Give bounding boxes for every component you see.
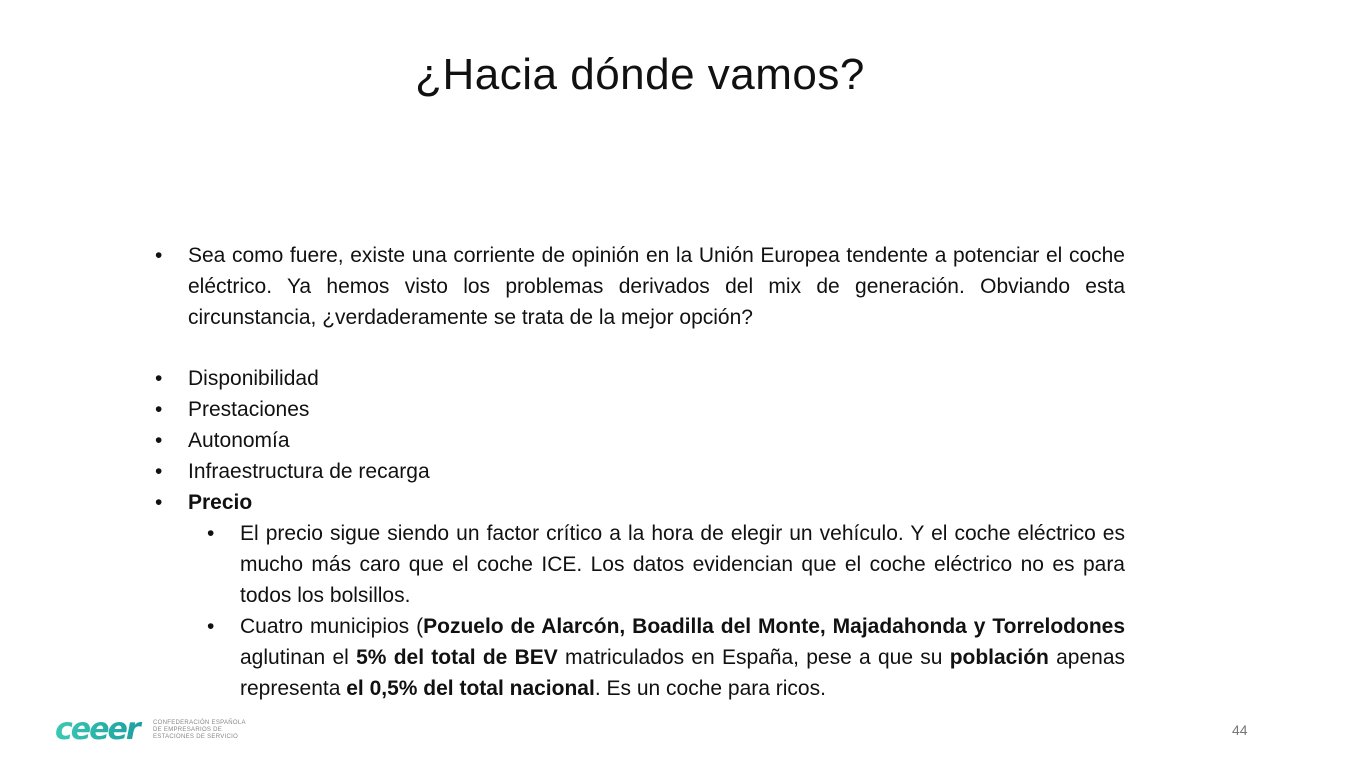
bullet-icon: • xyxy=(207,522,215,545)
list-item-intro xyxy=(155,240,1125,333)
bev-share: 5% del total de BEV xyxy=(356,646,558,669)
factor-list xyxy=(155,363,1125,518)
list-item-factor-price xyxy=(155,487,1125,518)
factor-label-price: Precio xyxy=(188,491,253,514)
spacer xyxy=(155,333,1125,363)
factor-label: Infraestructura de recarga xyxy=(188,460,430,483)
list-item-price-point xyxy=(207,518,1125,611)
factor-label: Disponibilidad xyxy=(188,367,319,390)
logo-caption-line: CONFEDERACIÓN ESPAÑOLA xyxy=(153,719,246,726)
ceeer-wordmark-icon xyxy=(55,714,147,746)
municipalities: Pozuelo de Alarcón, Boadilla del Monte, Majadahonda y Torrelodones xyxy=(423,615,1126,638)
price-sub-list xyxy=(207,518,1125,704)
list-item-factor xyxy=(155,456,1125,487)
bullet-icon: • xyxy=(155,460,163,483)
population-label: población xyxy=(949,646,1049,669)
text-run: aglutinan el xyxy=(240,646,357,669)
factor-label: Prestaciones xyxy=(188,398,310,421)
price-point-text: El precio sigue siendo un factor crítico a la hora de elegir un vehículo. Y el coche eléctrico es mucho más caro que el coche ICE. Los datos evidencian que el coche eléctrico no es para todos los bolsillos. xyxy=(240,522,1125,607)
list-item-factor xyxy=(155,394,1125,425)
population-share: el 0,5% del total nacional xyxy=(346,677,595,700)
logo-caption-line: DE EMPRESARIOS DE xyxy=(153,726,223,733)
text-run: Cuatro municipios ( xyxy=(240,615,424,638)
text-run: . Es un coche para ricos. xyxy=(594,677,826,700)
page-number: 44 xyxy=(1232,722,1248,738)
price-point-text xyxy=(240,615,1125,700)
intro-text: Sea como fuere, existe una corriente de opinión en la Unión Europea tendente a potenciar el coche eléctrico. Ya hemos visto los problemas derivados del mix de generación. Obviando esta circunstancia, ¿verdaderamente se trata de la mejor opción? xyxy=(188,244,1125,329)
bullet-icon: • xyxy=(155,244,163,267)
slide-body xyxy=(155,240,1125,704)
bullet-icon: • xyxy=(207,615,215,638)
ceeer-logo xyxy=(55,714,246,746)
text-run: apenas representa xyxy=(240,646,1126,700)
main-bullet-list xyxy=(155,240,1125,333)
bullet-icon: • xyxy=(155,491,163,514)
text-run: matriculados en España, pese a que su xyxy=(557,646,950,669)
factor-label: Autonomía xyxy=(188,429,290,452)
wordmark-text: ceeer xyxy=(55,714,139,746)
logo-caption xyxy=(153,720,246,741)
list-item-factor xyxy=(155,425,1125,456)
slide-title: ¿Hacia dónde vamos? xyxy=(415,50,865,99)
bullet-icon: • xyxy=(155,429,163,452)
bullet-icon: • xyxy=(155,398,163,421)
list-item-price-point xyxy=(207,611,1125,704)
list-item-factor xyxy=(155,363,1125,394)
logo-caption-line: ESTACIONES DE SERVICIO xyxy=(153,733,239,740)
bullet-icon: • xyxy=(155,367,163,390)
